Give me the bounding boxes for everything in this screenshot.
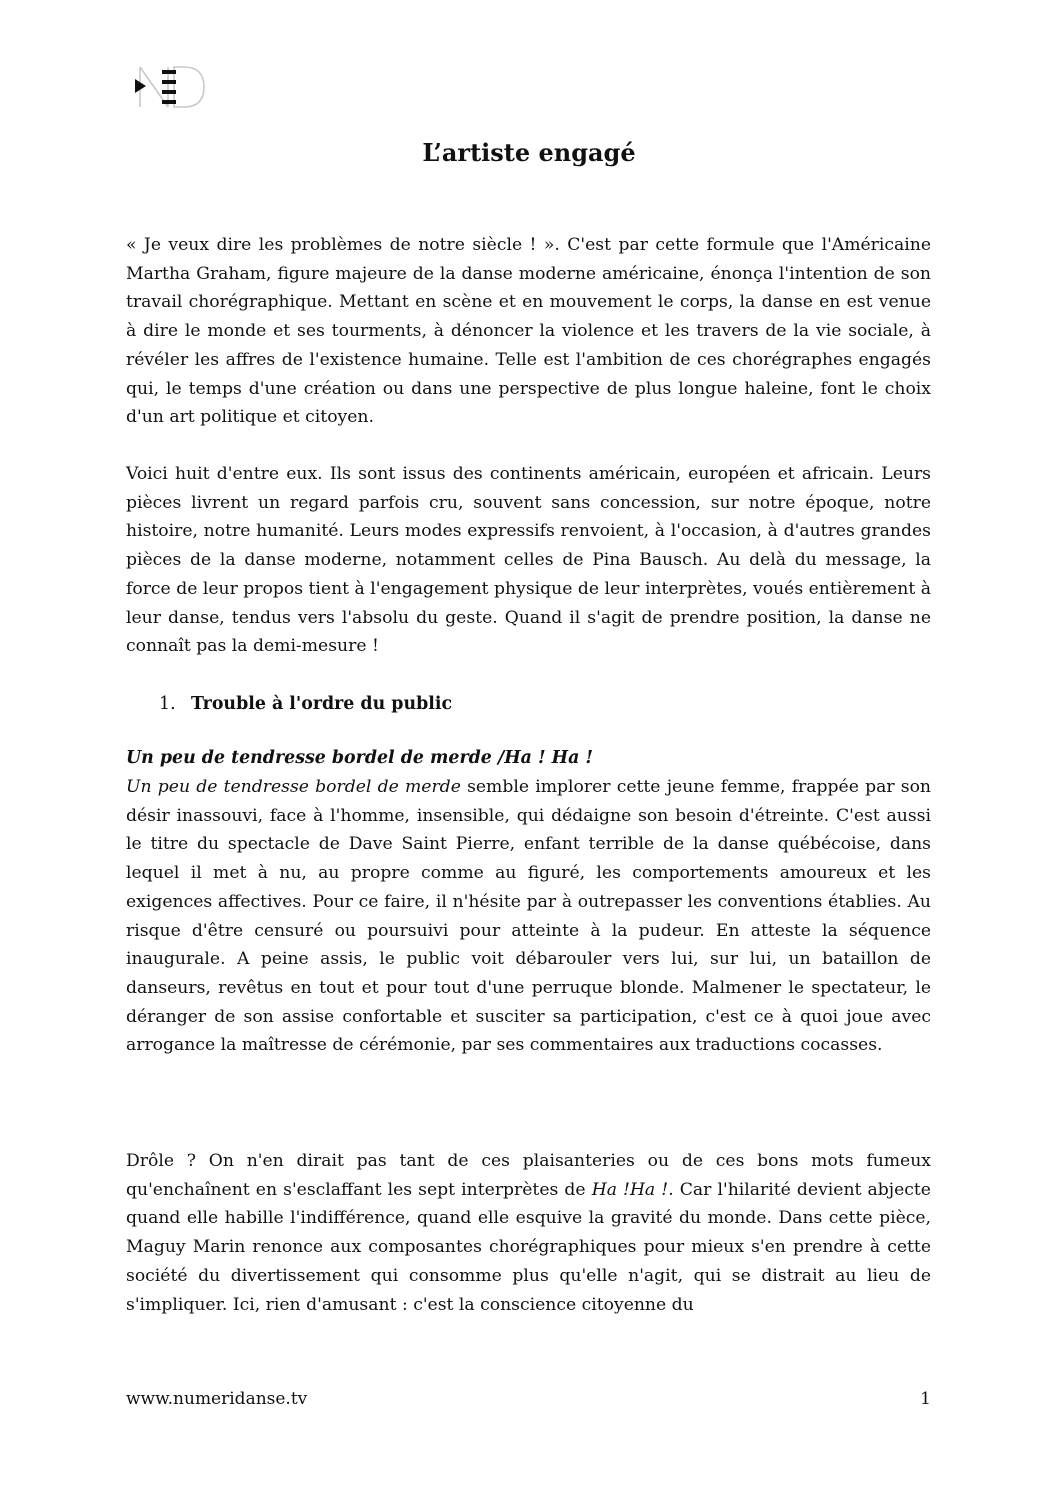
second-paragraph: Voici huit d'entre eux. Ils sont issus des continents américain, européen et africain. Leurs pièces livrent un regard parfois cru, souvent sans concession, sur notre époque, notre histoire, notre humanité. Leurs modes expressifs renvoient, à l'occasion, à d'autres grandes pièces de la danse moderne, notamment celles de Pina Bausch. Au delà du message, la force de leur propos tient à l'engagement physique de leur interprètes, voués entièrement à leur danse, tendus vers l'absolu du geste. Quand il s'agit de prendre position, la danse ne connaît pas la demi-mesure !	[126, 464, 931, 657]
third-paragraph-text: semble implorer cette jeune femme, frappée par son désir inassouvi, face à l'homme, insensible, qui dédaigne son besoin d'étreinte. C'est aussi le titre du spectacle de Dave Saint Pierre, enfant terrible de la danse québécoise, dans lequel il met à nu, au propre comme au figuré, les comportements amoureux et les exigences affectives. Pour ce faire, il n'hésite par à outrepasser les conventions établies. Au risque d'être censuré ou poursuivi pour atteinte à la pudeur. En atteste la séquence inaugurale. A peine assis, le public voit débarouler vers lui, sur lui, un bataillon de danseurs, revêtus en tout et pour tout d'une perruque blonde. Malmener le spectateur, le déranger de son assise confortable et susciter sa participation, c'est ce à quoi joue avec arrogance la maîtresse de cérémonie, par ses commentaires aux traductions cocasses.	[126, 777, 931, 1056]
section-number: 1.	[159, 694, 176, 714]
page-number: 1	[920, 1389, 931, 1409]
fourth-paragraph-start: Drôle ? On n'en dirait pas tant de ces plaisanteries ou de ces bons mots fumeux qu'enchaînent en s'esclaffant les sept interprètes de	[126, 1151, 931, 1200]
third-paragraph	[126, 773, 931, 1060]
fourth-paragraph-text: Car l'hilarité devient abjecte quand elle habille l'indifférence, quand elle esquive la gravité du monde. Dans cette pièce, Maguy Marin renonce aux composantes chorégraphiques pour mieux s'en prendre à cette société du divertissement qui consomme plus qu'elle n'agit, qui se distrait au lieu de s'impliquer. Ici, rien d'amusant : c'est la conscience citoyenne du	[126, 1179, 931, 1315]
section-subtitle: Un peu de tendresse bordel de merde /Ha ! Ha !	[126, 748, 594, 768]
section-heading	[159, 690, 452, 718]
intro-paragraph: « Je veux dire les problèmes de notre siècle ! ». C'est par cette formule que l'Américaine Martha Graham, figure majeure de la danse moderne américaine, énonça l'intention de son travail chorégraphique. Mettant en scène et en mouvement le corps, la danse en est venue à dire le monde et ses tourments, à dénoncer la violence et les travers de la vie sociale, à révéler les affres de l'existence humaine. Telle est l'ambition de ces chorégraphes engagés qui, le temps d'une création ou dans une perspective de plus longue haleine, font le choix d'un art politique et citoyen.	[126, 235, 931, 428]
section-heading-text: Trouble à l'ordre du public	[191, 694, 453, 714]
numeridanse-logo	[134, 64, 206, 110]
footer-url: www.numeridanse.tv	[126, 1389, 308, 1409]
page-title: L’artiste engagé	[422, 138, 636, 167]
fourth-paragraph	[126, 1147, 931, 1319]
work-title-italic: Un peu de tendresse bordel de merde	[126, 777, 461, 797]
work-title-haha: Ha !Ha !.	[591, 1179, 674, 1200]
